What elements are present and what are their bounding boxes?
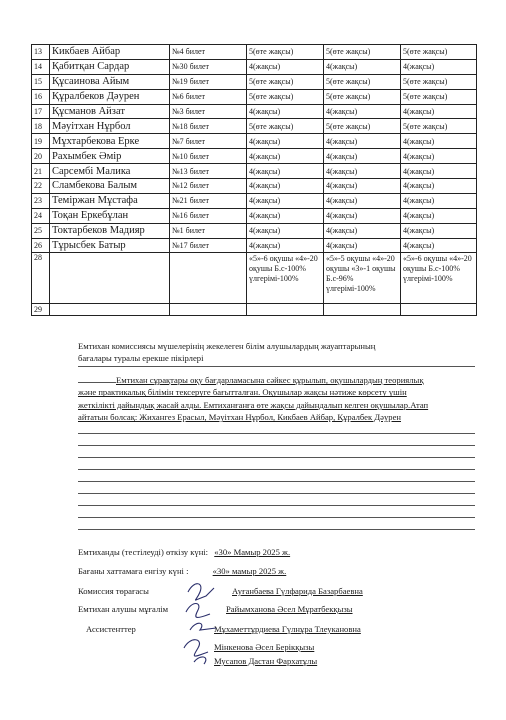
summary-row	[32, 253, 477, 304]
grade-2: 4(жақсы)	[324, 59, 401, 74]
exam-date-value: «30» Мамыр 2025 ж.	[214, 547, 291, 557]
grade-2: 4(жақсы)	[324, 149, 401, 164]
row-number: 13	[32, 45, 50, 60]
grade-3: 5(өте жақсы)	[401, 119, 477, 134]
blank-line	[78, 529, 475, 530]
handwritten-signatures	[180, 578, 240, 670]
grade-1: 5(өте жақсы)	[247, 89, 324, 104]
grade-3: 4(жақсы)	[401, 149, 477, 164]
grade-1: 4(жақсы)	[247, 149, 324, 164]
table-row	[32, 208, 477, 223]
ticket-number: №21 билет	[170, 193, 247, 208]
row-number: 26	[32, 238, 50, 253]
comment-line-1: Емтихан сұрақтары оқу бағдарламасына сәйкес құрылып, оқушылардың теориялық	[116, 375, 424, 385]
row-number: 16	[32, 89, 50, 104]
grade-2: 4(жақсы)	[324, 104, 401, 119]
summary-grade-1: «5»-6 оқушы «4»-20 оқушы Б.с-100% үлгерімі-100%	[247, 253, 324, 304]
grade-2: 4(жақсы)	[324, 223, 401, 238]
table-row	[32, 59, 477, 74]
grade-1: 4(жақсы)	[247, 223, 324, 238]
ticket-number: №10 билет	[170, 149, 247, 164]
teacher-name: Райымханова Әсел Мұратбекқызы	[226, 604, 353, 614]
exam-date-label: Емтиханды (тестілеуді) өткізу күні:	[78, 547, 209, 557]
blank-line	[78, 493, 475, 494]
grade-3: 5(өте жақсы)	[401, 89, 477, 104]
ticket-number: №13 билет	[170, 164, 247, 179]
note-line	[78, 366, 475, 367]
grade-1: 4(жақсы)	[247, 193, 324, 208]
grade-3: 4(жақсы)	[401, 164, 477, 179]
student-name: Мұхтарбекова Ерке	[50, 134, 170, 149]
assistants-label: Ассистенттер	[86, 624, 136, 634]
student-name: Құралбеков Дәурен	[50, 89, 170, 104]
commission-comment	[78, 374, 478, 424]
row-number: 25	[32, 223, 50, 238]
assistant-name-1: Мұхаметтұрдиева Гүлнұра Тлеукановна	[214, 624, 361, 634]
student-name: Рахымбек Әмір	[50, 149, 170, 164]
blank-line	[78, 505, 475, 506]
teacher-label: Емтихан алушы мұғалім	[78, 604, 169, 614]
table-row-last	[32, 304, 477, 316]
blank-line	[78, 469, 475, 470]
table-row	[32, 149, 477, 164]
row-number: 21	[32, 164, 50, 179]
summary-empty-name	[50, 253, 170, 304]
grade-3: 4(жақсы)	[401, 223, 477, 238]
student-name: Мәуітхан Нұрбол	[50, 119, 170, 134]
note-heading: Емтихан комиссиясы мүшелерінің жекелеген білім алушылардың жауаптарының бағалары туралы ерекше пікірлері	[78, 341, 376, 363]
grade-1: 4(жақсы)	[247, 208, 324, 223]
grade-3: 4(жақсы)	[401, 104, 477, 119]
grade-3: 5(өте жақсы)	[401, 45, 477, 60]
grade-3: 4(жақсы)	[401, 59, 477, 74]
student-name: Кикбаев Айбар	[50, 45, 170, 60]
grade-3: 4(жақсы)	[401, 179, 477, 194]
ticket-number: №30 билет	[170, 59, 247, 74]
table-row	[32, 238, 477, 253]
grade-2: 5(өте жақсы)	[324, 45, 401, 60]
table-row	[32, 119, 477, 134]
empty-cell	[50, 304, 170, 316]
grade-1: 4(жақсы)	[247, 104, 324, 119]
grade-2: 4(жақсы)	[324, 164, 401, 179]
grade-2: 5(өте жақсы)	[324, 89, 401, 104]
summary-grade-2: «5»-5 оқушы «4»-20 оқушы «3»-1 оқушы Б.с-96% үлгерімі-100%	[324, 253, 401, 304]
summary-number: 28	[32, 253, 50, 304]
grade-1: 4(жақсы)	[247, 59, 324, 74]
blank-line	[78, 433, 475, 434]
ticket-number: №17 билет	[170, 238, 247, 253]
ticket-number: №6 билет	[170, 89, 247, 104]
comment-line-4: айтатын болсақ: Жихангез Ерасыл, Мәуітхан Нұрбол, Кикбаев Айбар, Құралбек Дәурен	[78, 412, 401, 423]
grade-1: 4(жақсы)	[247, 134, 324, 149]
grade-1: 5(өте жақсы)	[247, 45, 324, 60]
empty-cell	[401, 304, 477, 316]
table-row	[32, 223, 477, 238]
grade-2: 4(жақсы)	[324, 134, 401, 149]
chair-label: Комиссия төрағасы	[78, 586, 149, 596]
blank-line	[78, 445, 475, 446]
table-row	[32, 134, 477, 149]
student-name: Токтарбеков Мадияр	[50, 223, 170, 238]
grade-2: 5(өте жақсы)	[324, 119, 401, 134]
grade-3: 5(өте жақсы)	[401, 74, 477, 89]
grade-1: 4(жақсы)	[247, 179, 324, 194]
protocol-date-value: «30» мамыр 2025 ж.	[212, 566, 287, 576]
grade-2: 4(жақсы)	[324, 208, 401, 223]
assistant-name-3: Мусапов Дастан Фархатұлы	[214, 656, 318, 666]
indent-line	[78, 374, 116, 383]
row-number: 14	[32, 59, 50, 74]
ticket-number: №18 билет	[170, 119, 247, 134]
grade-1: 5(өте жақсы)	[247, 74, 324, 89]
table-row	[32, 179, 477, 194]
ticket-number: №19 билет	[170, 74, 247, 89]
row-number: 20	[32, 149, 50, 164]
blank-line	[78, 481, 475, 482]
ticket-number: №4 билет	[170, 45, 247, 60]
summary-grade-3: «5»-6 оқушы «4»-20 оқушы Б.с-100% үлгерімі-100%	[401, 253, 477, 304]
table-row	[32, 164, 477, 179]
protocol-date-label: Бағаны хаттамаға енгізу күні :	[78, 566, 189, 576]
grade-1: 4(жақсы)	[247, 164, 324, 179]
student-name: Құсманов Айзат	[50, 104, 170, 119]
comment-line-2: және практикалық білімін тексеруге бағытталған. Оқушылар жақсы нәтиже көрсету үшін	[78, 387, 407, 398]
grade-3: 4(жақсы)	[401, 193, 477, 208]
student-name: Тұрысбек Батыр	[50, 238, 170, 253]
grade-2: 4(жақсы)	[324, 193, 401, 208]
grade-2: 5(өте жақсы)	[324, 74, 401, 89]
table-row	[32, 104, 477, 119]
row-number: 24	[32, 208, 50, 223]
row-number: 15	[32, 74, 50, 89]
student-name: Теміржан Мұстафа	[50, 193, 170, 208]
assistant-name-2: Мінкенова Әсел Берікқызы	[214, 642, 315, 652]
row-number: 17	[32, 104, 50, 119]
row-number: 18	[32, 119, 50, 134]
row-number: 19	[32, 134, 50, 149]
empty-cell	[170, 304, 247, 316]
student-name: Құсаинова Айым	[50, 74, 170, 89]
blank-line	[78, 517, 475, 518]
comment-line-3: жеткілікті дайындық жасай алды. Емтиханғанға өте жақсы дайындалып келген оқушылар.Атап	[78, 399, 429, 410]
table-row	[32, 45, 477, 60]
ticket-number: №16 билет	[170, 208, 247, 223]
grades-table-body	[32, 45, 477, 316]
student-name: Сламбекова Балым	[50, 179, 170, 194]
student-name: Сарсембі Малика	[50, 164, 170, 179]
grades-table	[31, 44, 477, 316]
grade-3: 4(жақсы)	[401, 208, 477, 223]
grade-2: 4(жақсы)	[324, 238, 401, 253]
ticket-number: №3 билет	[170, 104, 247, 119]
row-number: 23	[32, 193, 50, 208]
empty-cell	[324, 304, 401, 316]
grade-3: 4(жақсы)	[401, 238, 477, 253]
grade-1: 4(жақсы)	[247, 238, 324, 253]
grade-2: 4(жақсы)	[324, 179, 401, 194]
grade-1: 5(өте жақсы)	[247, 119, 324, 134]
student-name: Қабитқан Сардар	[50, 59, 170, 74]
student-name: Тоқан Еркебұлан	[50, 208, 170, 223]
summary-empty-ticket	[170, 253, 247, 304]
row-number: 22	[32, 179, 50, 194]
table-row	[32, 193, 477, 208]
exam-date-row	[78, 547, 290, 557]
table-row	[32, 89, 477, 104]
ticket-number: №7 билет	[170, 134, 247, 149]
grade-3: 4(жақсы)	[401, 134, 477, 149]
chair-name: Ауғанбаева Гүлфарида Базарбаевна	[232, 586, 363, 596]
protocol-date-row	[78, 566, 286, 576]
ticket-number: №12 билет	[170, 179, 247, 194]
ticket-number: №1 билет	[170, 223, 247, 238]
last-row-number: 29	[32, 304, 50, 316]
table-row	[32, 74, 477, 89]
blank-line	[78, 457, 475, 458]
empty-cell	[247, 304, 324, 316]
